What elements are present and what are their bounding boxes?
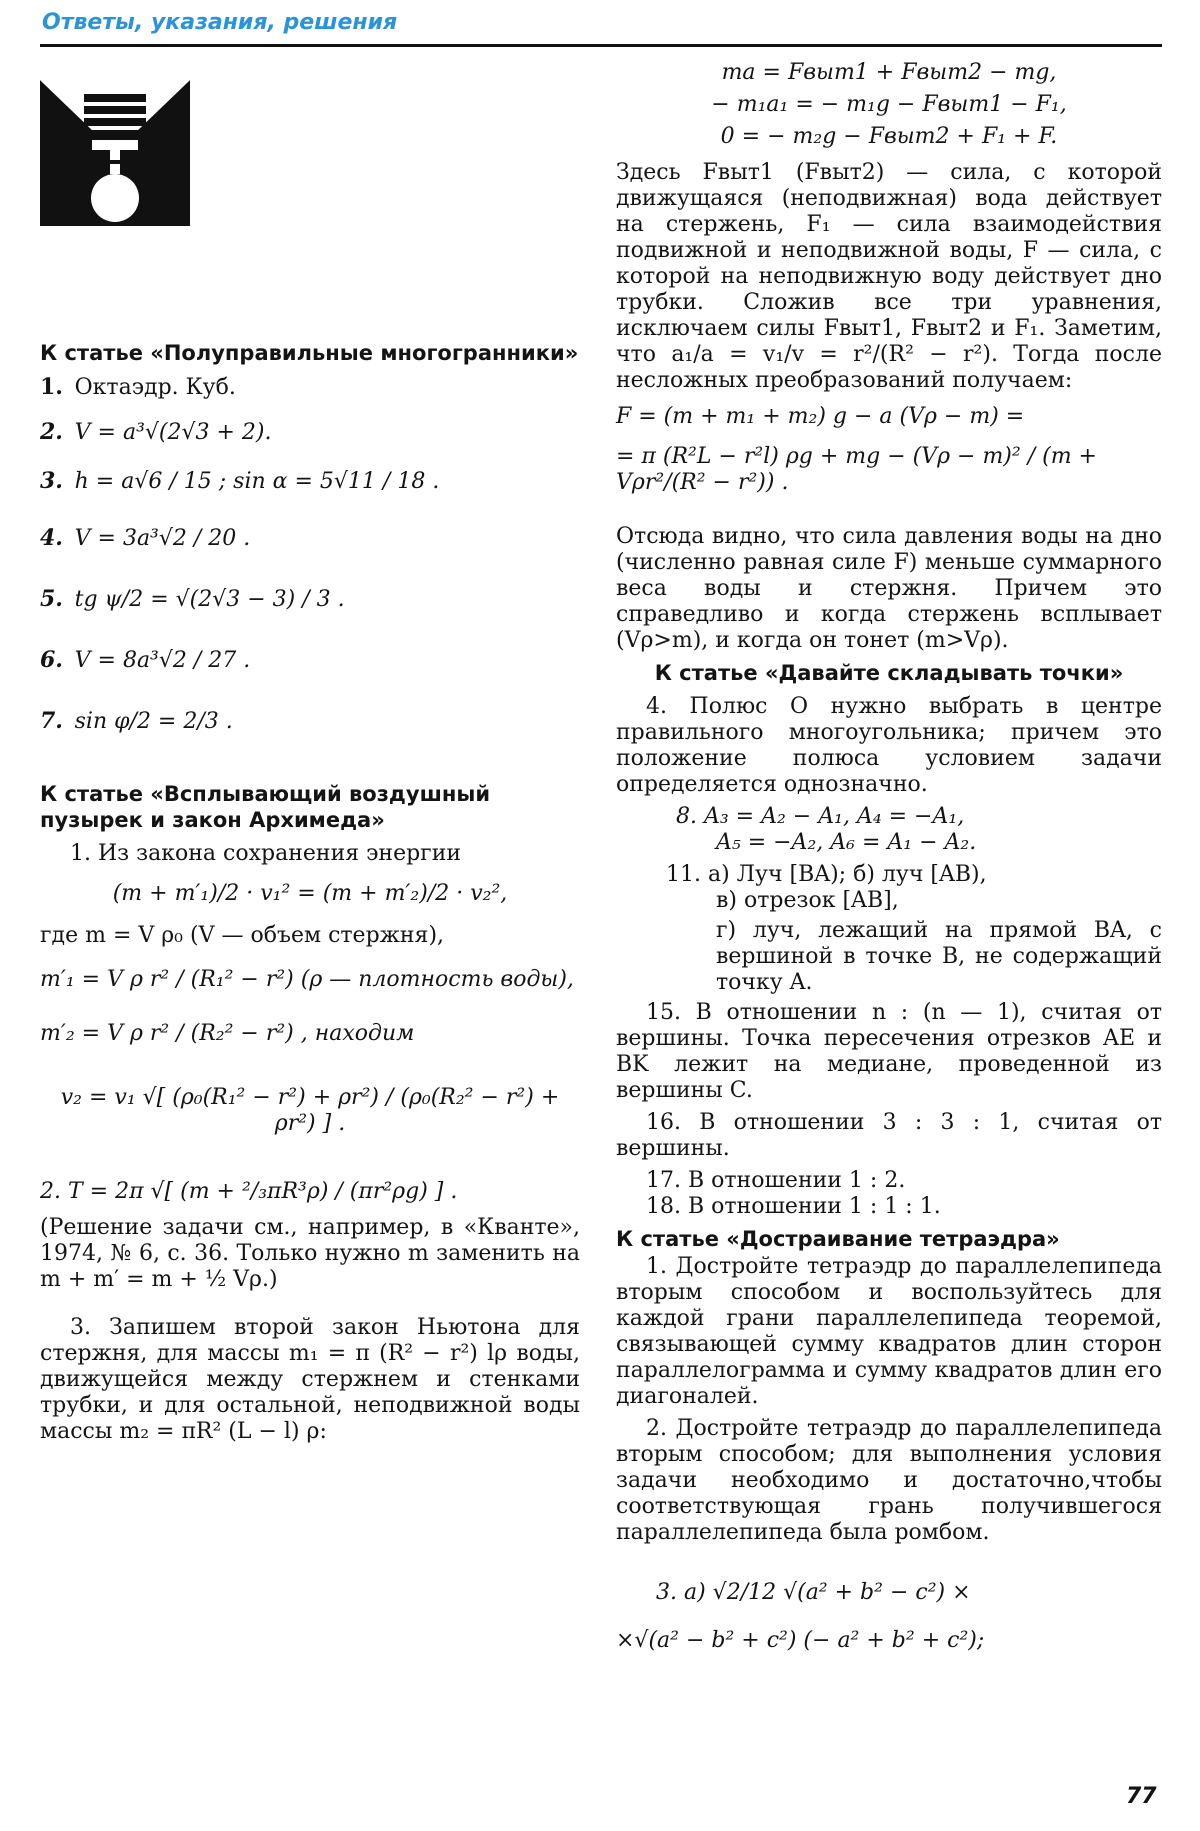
tetrahedron-answer-2: 2. Достройте тетраэдр до параллелепипеда вторым способом; для выполнения условия задачи необходимо и достаточно,чтобы соответствующая грань получившегося параллелепипеда была ромбом.	[616, 1416, 1162, 1545]
header-rule	[40, 44, 1162, 47]
answer-item-6: 6. V = 8a³√2 / 27 .	[40, 647, 251, 673]
points-answer-8a: 8. A₃ = A₂ − A₁, A₄ = −A₁,	[676, 804, 965, 829]
points-answer-17: 17. В отношении 1 : 2.	[646, 1168, 906, 1193]
section-heading-points: К статье «Давайте складывать точки»	[654, 661, 1124, 685]
points-answer-11c: г) луч, лежащий на прямой BA, с вершиной в точке B, не содержащий точку A.	[716, 918, 1162, 995]
answer-item-3: 3. h = a√6 / 15 ; sin α = 5√11 / 18 .	[40, 468, 440, 494]
points-answer-16: 16. В отношении 3 : 3 : 1, считая от вершины.	[616, 1110, 1162, 1161]
answer-item-5: 5. tg ψ/2 = √(2√3 − 3) / 3 .	[40, 586, 345, 612]
points-answer-18: 18. В отношении 1 : 1 : 1.	[646, 1194, 941, 1219]
page-number: 77	[1126, 1784, 1157, 1809]
force-formula-line2: = π (R²L − r²l) ρg + mg − (Vρ − m)² / (m + Vρr²/(R² − r²)) .	[616, 444, 1097, 495]
archimedes-m2-line: m′₂ = V ρ r² / (R₂² − r²) , находим	[40, 1021, 415, 1046]
section-heading-tetrahedron: К статье «Достраивание тетраэдра»	[616, 1227, 1060, 1251]
newton-equation-2: − m₁a₁ = − m₁g − Fвыт1 − F₁,	[711, 92, 1067, 117]
tetrahedron-answer-3a: 3. а) √2/12 √(a² + b² − c²) ×	[656, 1580, 971, 1605]
points-answer-8b: A₅ = −A₂, A₆ = A₁ − A₂.	[716, 830, 977, 855]
answer-item-4: 4. V = 3a³√2 / 20 .	[40, 525, 251, 551]
answer-number: 5.	[40, 586, 71, 612]
points-answer-11b: в) отрезок [AB],	[716, 888, 899, 913]
archimedes-m1-line: m′₁ = V ρ r² / (R₁² − r²) (ρ — плотность воды),	[40, 967, 574, 992]
force-formula-line1: F = (m + m₁ + m₂) g − a (Vρ − m) =	[616, 404, 1025, 429]
conclusion-paragraph: Отсюда видно, что сила давления воды на дно (численно равная силе F) меньше суммарного веса воды и стержня. Причем это справедливо и когда стержень всплывает (Vρ>m), и когда он тонет (m>Vρ).	[616, 524, 1162, 653]
answer-number: 7.	[40, 708, 71, 734]
archimedes-eq1: (m + m′₁)/2 · v₁² = (m + m′₂)/2 · v₂²,	[112, 881, 508, 906]
archimedes-v2-formula: v₂ = v₁ √[ (ρ₀(R₁² − r²) + ρr²) / (ρ₀(R₂² − r²) + ρr²) ] .	[60, 1085, 560, 1136]
newton-equation-1: ma = Fвыт1 + Fвыт2 − mg,	[721, 60, 1057, 85]
section-heading-polyhedra: К статье «Полуправильные многогранники»	[40, 341, 579, 365]
answer-number: 6.	[40, 647, 71, 673]
answer-number: 4.	[40, 525, 71, 551]
archimedes-p1-lead: 1. Из закона сохранения энергии	[70, 841, 462, 866]
header-title: Ответы, указания, решения	[42, 10, 398, 35]
left-column	[40, 340, 580, 1451]
newton-equation-3: 0 = − m₂g − Fвыт2 + F₁ + F.	[720, 124, 1058, 149]
archimedes-p2-text: (Решение задачи см., например, в «Кванте», 1974, № 6, с. 36. Только нужно m заменить на m + m′ = m + ½ Vρ.)	[40, 1215, 580, 1292]
answer-number: 3.	[40, 468, 71, 494]
archimedes-where-line: где m = V ρ₀ (V — объем стержня),	[40, 923, 445, 948]
answer-item-7: 7. sin φ/2 = 2/3 .	[40, 708, 233, 734]
right-column	[616, 56, 1162, 1660]
points-answer-4: 4. Полюс O нужно выбрать в центре правильного многоугольника; причем это положение полюса условием задачи определяется однозначно.	[616, 694, 1162, 797]
answer-number: 2.	[40, 419, 71, 445]
archimedes-p2-formula: 2. T = 2π √[ (m + ²/₃πR³ρ) / (πr²ρg) ] .	[40, 1179, 458, 1204]
points-answer-11a: 11. а) Луч [BA); б) луч [AB),	[666, 862, 987, 887]
section-heading-archimedes: К статье «Всплывающий воздушный пузырек и закон Архимеда»	[40, 782, 491, 832]
answer-item-1: 1. Октаэдр. Куб.	[40, 374, 236, 400]
points-answer-15: 15. В отношении n : (n — 1), считая от вершины. Точка пересечения отрезков AE и BK лежит на медиане, проведенной из вершины C.	[616, 1000, 1162, 1103]
archimedes-p3-text: 3. Запишем второй закон Ньютона для стержня, для массы m₁ = π (R² − r²) lρ воды, движущейся между стержнем и стенками трубки, и для остальной, неподвижной воды массы m₂ = πR² (L − l) ρ:	[40, 1315, 580, 1444]
answer-item-2: 2. V = a³√(2√3 + 2).	[40, 419, 272, 445]
answer-number: 1.	[40, 374, 71, 400]
tetrahedron-answer-3b: ×√(a² − b² + c²) (− a² + b² + c²);	[616, 1628, 985, 1653]
forces-explanation: Здесь Fвыт1 (Fвыт2) — сила, с которой движущаяся (неподвижная) вода действует на стержень, F₁ — сила взаимодействия подвижной и неподвижной воды, F — сила, с которой на неподвижную воду действует дно трубки. Сложив все три уравнения, исключаем силы Fвыт1, Fвыт2 и F₁. Заметим, что a₁/a = v₁/v = r²/(R² − r²). Тогда после несложных преобразований получаем:	[616, 160, 1162, 393]
question-mark-emblem-icon	[40, 80, 190, 226]
tetrahedron-answer-1: 1. Достройте тетраэдр до параллелепипеда вторым способом и воспользуйтесь для каждой грани параллелепипеда теоремой, связывающей сумму квадратов длин сторон параллелограмма и сумму квадратов длин его диагоналей.	[616, 1254, 1162, 1409]
